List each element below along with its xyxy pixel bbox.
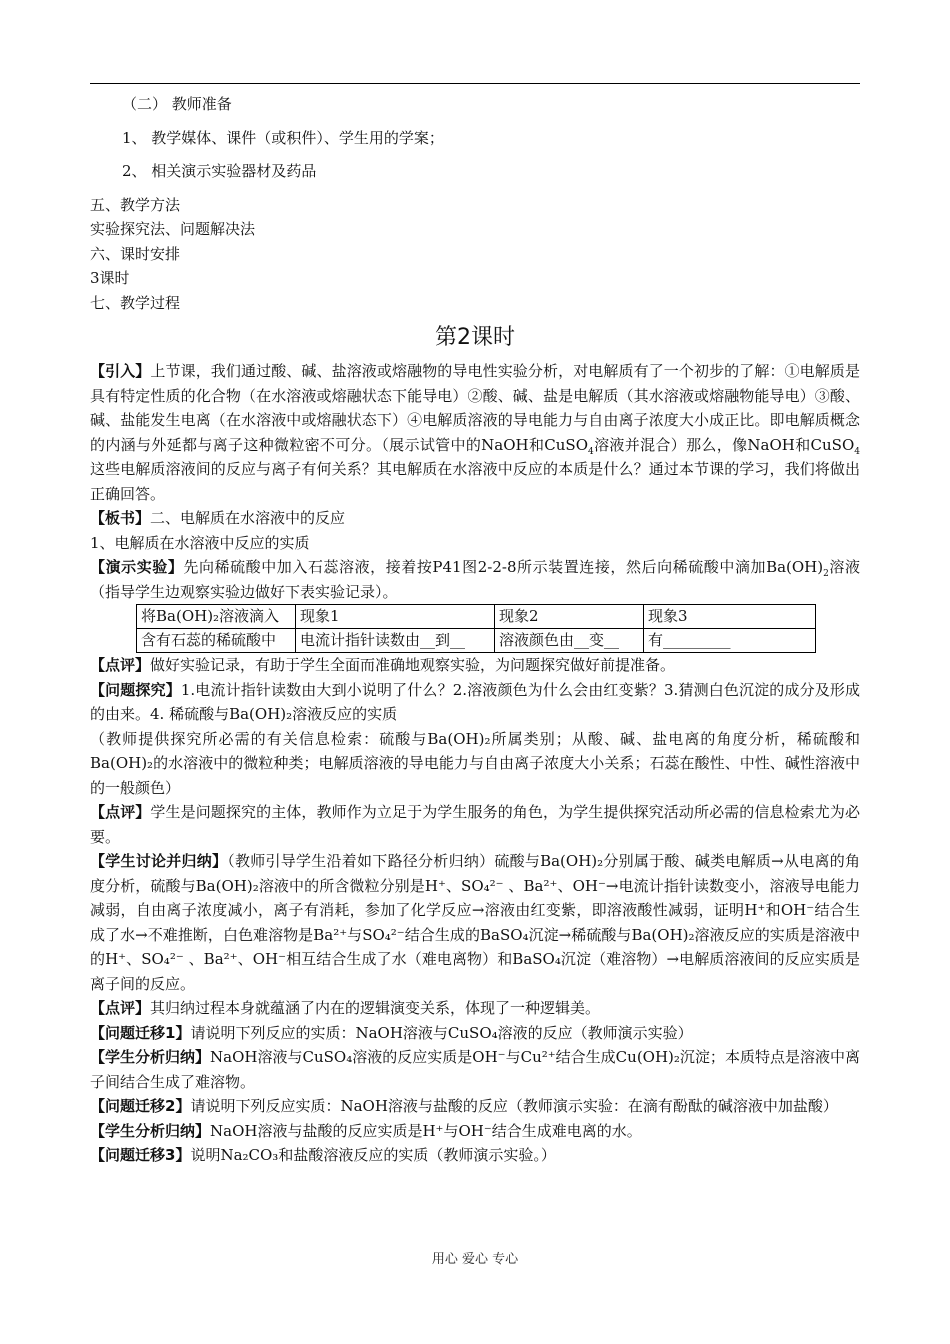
comment-tag: 【点评】: [90, 803, 151, 821]
board-tag: 【板书】: [90, 509, 151, 527]
document-body: [90, 92, 860, 1168]
analysis-1: 【学生分析归纳】NaOH溶液与CuSO₄溶液的反应实质是OH⁻与Cu²⁺结合生成Cu(OH)₂沉淀；本质特点是溶液中离子间结合生成了难溶物。: [90, 1048, 860, 1091]
transfer-1: 【问题迁移1】请说明下列反应的实质：NaOH溶液与CuSO₄溶液的反应（教师演示实验）: [90, 1023, 693, 1042]
analysis-2: 【学生分析归纳】NaOH溶液与盐酸的反应实质是H⁺与OH⁻结合生成难电离的水。: [90, 1121, 642, 1140]
comment-2: 【点评】学生是问题探究的主体，教师作为立足于为学生服务的角色，为学生提供探究活动所必需的信息检索尤为必要。: [90, 803, 860, 846]
table-row: [137, 629, 816, 653]
analysis-tag: 【学生分析归纳】: [90, 1121, 211, 1140]
intro-paragraph: 【引入】上节课，我们通过酸、碱、盐溶液或熔融物的导电性实验分析，对电解质有了一个初步的了解：①电解质是具有特定性质的化合物（在水溶液或熔融状态下能导电）②酸、碱、盐是电解质（其水溶液或熔融物能导电）③酸、碱、盐能发生电离（在水溶液中或熔融状态下）④电解质溶液的导电能力与自由离子浓度大小成正比。即电解质概念的内涵与外延都与离子这种微粒密不可分。（展示试管中的NaOH和CuSO$_4$溶液并混合）那么，像NaOH和CuSO$_4$这些电解质溶液间的反应与离子有何关系？其电解质在水溶液中反应的本质是什么？通过本节课的学习，我们将做出正确回答。: [90, 362, 860, 503]
method-body: 实验探究法、问题解决法: [90, 220, 256, 238]
table-cell: 电流计指针读数由__到__: [296, 629, 495, 653]
transfer-3: 【问题迁移3】说明Na₂CO₃和盐酸溶液反应的实质（教师演示实验。）: [90, 1146, 556, 1164]
discussion-tag: 【学生讨论并归纳】: [90, 852, 228, 870]
table-cell: 将Ba(OH)₂溶液滴入: [137, 605, 296, 629]
table-cell: 现象1: [296, 605, 495, 629]
transfer-2: 【问题迁移2】请说明下列反应实质：NaOH溶液与盐酸的反应（教师演示实验：在滴有酚酞的碱溶液中加盐酸）: [90, 1097, 838, 1115]
transfer-tag: 【问题迁移3】: [90, 1146, 191, 1164]
lesson-title: 第2课时: [435, 325, 515, 350]
prep-heading: （二） 教师准备: [122, 95, 232, 113]
prep-item-2: 2、 相关演示实验器材及药品: [122, 162, 317, 180]
demo-tag: 【演示实验】: [90, 558, 184, 576]
transfer-tag: 【问题迁移1】: [90, 1023, 191, 1042]
table-cell: 现象2: [495, 605, 644, 629]
schedule-heading: 六、课时安排: [90, 244, 181, 263]
prep-item-1: 1、 教学媒体、课件（或积件）、学生用的学案；: [122, 128, 444, 147]
analysis-tag: 【学生分析归纳】: [90, 1048, 211, 1066]
method-heading: 五、教学方法: [90, 195, 181, 214]
table-row: [137, 605, 816, 629]
board-paragraph: 【板书】二、电解质在水溶液中的反应: [90, 509, 346, 527]
comment-tag: 【点评】: [90, 999, 151, 1017]
board-subheading: 1、电解质在水溶液中反应的实质: [90, 533, 310, 552]
demo-paragraph: 【演示实验】先向稀硫酸中加入石蕊溶液，接着按P41图2-2-8所示装置连接，然后向稀硫酸中滴加$Ba(OH)_2$溶液（指导学生边观察实验边做好下表实验记录）。: [90, 558, 860, 601]
comment-3: 【点评】其归纳过程本身就蕴涵了内在的逻辑演变关系，体现了一种逻辑美。: [90, 999, 601, 1017]
table-cell: 有_________: [644, 629, 816, 653]
table-cell: 溶液颜色由__变__: [495, 629, 644, 653]
table-cell: 现象3: [644, 605, 816, 629]
comment-tag: 【点评】: [90, 656, 151, 674]
inquiry-paragraph: 【问题探究】1.电流计指针读数由大到小说明了什么？2.溶液颜色为什么会由红变紫？3.猜测白色沉淀的成分及形成的由来。4. 稀硫酸与Ba(OH)₂溶液反应的实质: [90, 680, 860, 723]
inquiry-tag: 【问题探究】: [90, 680, 181, 699]
header-rule: [90, 83, 860, 84]
table-cell: 含有石蕊的稀硫酸中: [137, 629, 296, 653]
transfer-tag: 【问题迁移2】: [90, 1097, 191, 1115]
page-footer: 用心 爱心 专心: [431, 1252, 519, 1267]
comment-1: 【点评】做好实验记录，有助于学生全面而准确地观察实验，为问题探究做好前提准备。: [90, 656, 676, 674]
intro-tag: 【引入】: [90, 362, 151, 380]
schedule-body: 3课时: [90, 269, 130, 287]
process-heading: 七、教学过程: [90, 293, 181, 312]
discussion-paragraph: 【学生讨论并归纳】（教师引导学生沿着如下路径分析归纳）硫酸与Ba(OH)₂分别属于酸、碱类电解质→从电离的角度分析，硫酸与Ba(OH)₂溶液中的所含微粒分别是H⁺、SO₄²⁻ 、Ba²⁺、OH⁻→电流计指针读数变小，溶液导电能力减弱，自由离子浓度减小，离子有消耗，参加了化学反应→溶液由红变紫，即溶液酸性减弱，证明H⁺和OH⁻结合生成了水→不难推断，白色难溶物是Ba²⁺与SO₄²⁻结合生成的BaSO₄沉淀→稀硫酸与Ba(OH)₂溶液反应的实质是溶液中的H⁺、SO₄²⁻ 、Ba²⁺、OH⁻相互结合生成了水（难电离物）和BaSO₄沉淀（难溶物）→电解质溶液间的反应实质是离子间的反应。: [90, 852, 860, 993]
experiment-record-table: [136, 604, 816, 653]
inquiry-note: （教师提供探究所必需的有关信息检索：硫酸与Ba(OH)₂所属类别；从酸、碱、盐电离的角度分析，稀硫酸和Ba(OH)₂的水溶液中的微粒种类；电解质溶液的导电能力与自由离子浓度大小关系；石蕊在酸性、中性、碱性溶液中的一般颜色）: [90, 729, 860, 797]
